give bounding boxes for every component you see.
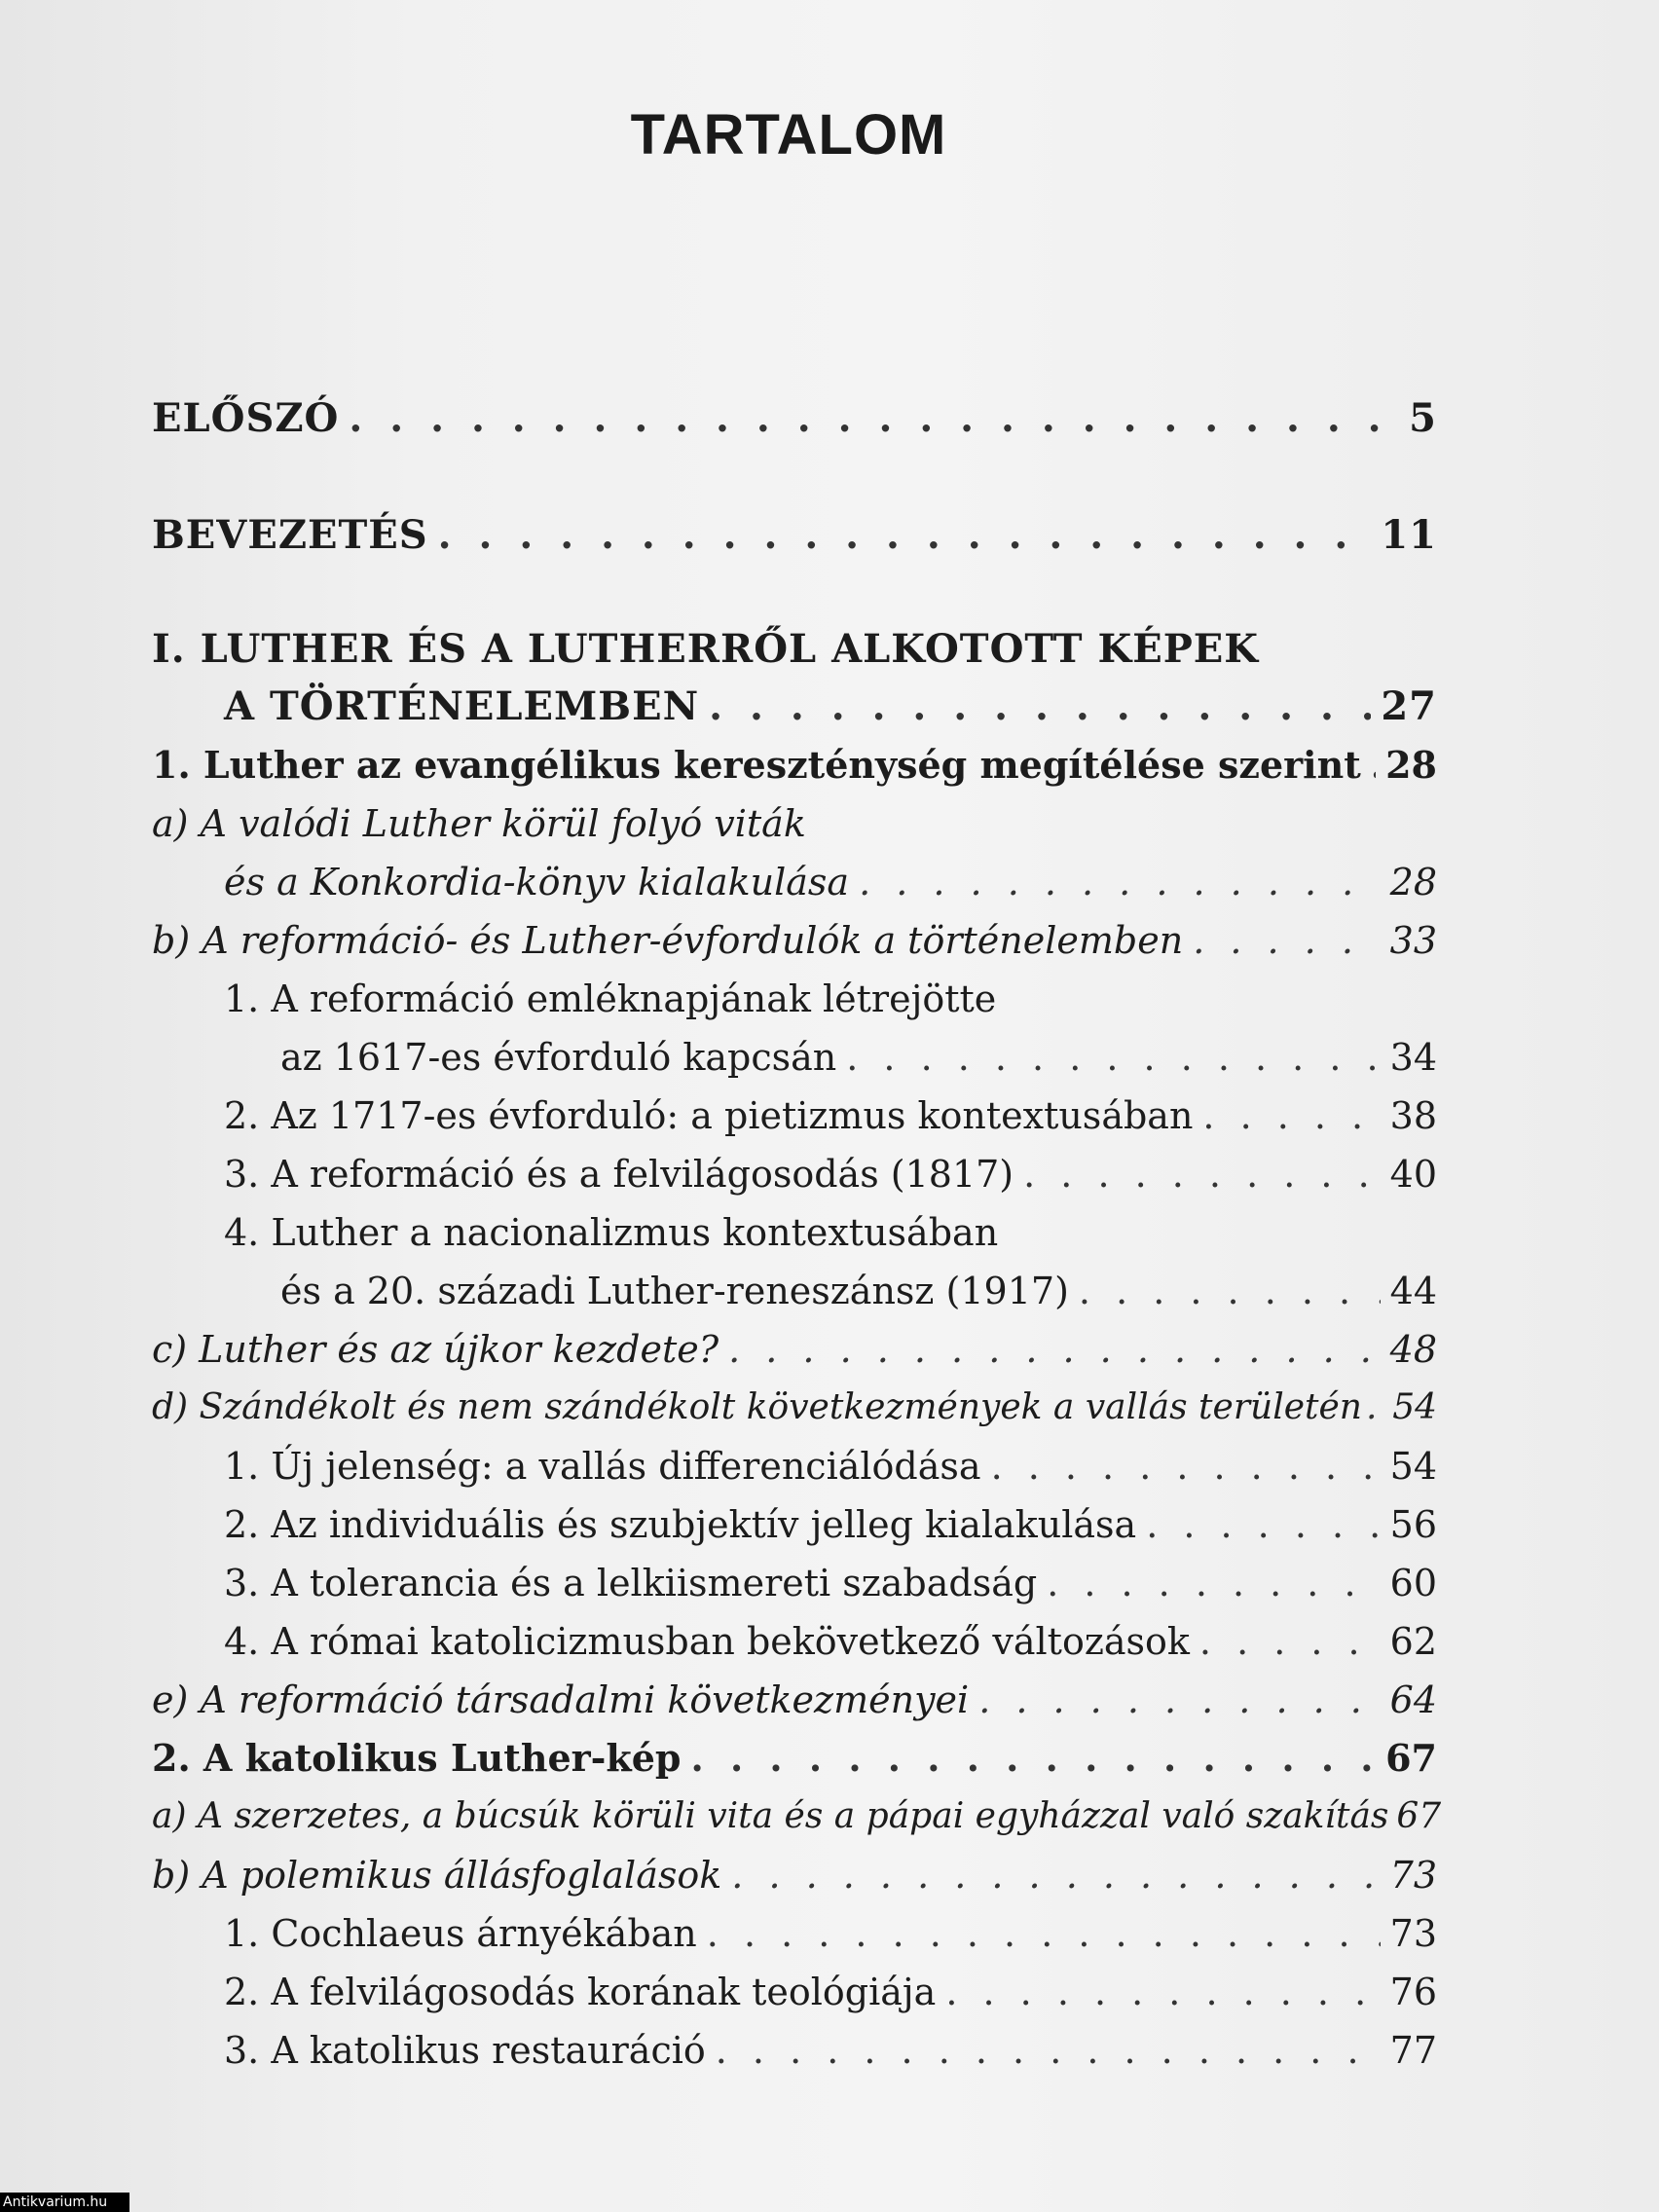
- toc-entry-item: [152, 1203, 1437, 1262]
- toc-entry-chapter-1-cont: [152, 678, 1437, 736]
- toc-entry-label: 2. Az 1717-es évforduló: a pietizmus kontextusában: [224, 1094, 1194, 1137]
- toc-entry-label: és a Konkordia-könyv kialakulása: [224, 861, 850, 903]
- toc-entry-item-cont: [152, 1262, 1437, 1320]
- leader-dots: [728, 1320, 1381, 1379]
- toc-entry-label: ELŐSZÓ: [152, 395, 340, 441]
- toc-entry-page: 67: [1396, 1796, 1442, 1836]
- toc-entry-label: b) A reformáció- és Luther-évfordulók a történelemben: [152, 919, 1184, 962]
- toc-entry-page: 5: [1409, 395, 1437, 441]
- leader-dots: [438, 506, 1372, 565]
- toc-entry-subsection-c: [152, 1320, 1437, 1379]
- toc-entry-label: 2. A katolikus Luther-kép: [152, 1736, 682, 1780]
- toc-entry-label: 4. A római katolicizmusban bekövetkező változások: [224, 1620, 1190, 1663]
- toc-entry-page: 73: [1389, 1912, 1437, 1955]
- toc-entry-label: e) A reformáció társadalmi következményei: [152, 1678, 970, 1721]
- toc-entry-label: 1. Új jelenség: a vallás differenciálódása: [224, 1445, 981, 1488]
- toc-entry-subsection-d: [152, 1379, 1437, 1437]
- toc-entry-page: 40: [1389, 1153, 1437, 1196]
- toc-entry-item: [152, 970, 1437, 1028]
- leader-dots: [991, 1437, 1381, 1495]
- toc-entry-page: 56: [1389, 1503, 1437, 1546]
- leader-dots: [716, 2021, 1381, 2080]
- toc-entry-section-1: [152, 736, 1437, 794]
- toc-entry-subsection-a2: [152, 1788, 1442, 1846]
- toc-entry-page: 64: [1389, 1678, 1437, 1721]
- toc-entry-label: 2. A felvilágosodás korának teológiája: [224, 1971, 937, 2013]
- leader-dots: [846, 1028, 1380, 1087]
- toc-entry-label: 1. Cochlaeus árnyékában: [224, 1912, 697, 1955]
- toc-entry-page: 60: [1389, 1562, 1437, 1604]
- toc-entry-section-2: [152, 1729, 1437, 1788]
- leader-dots: [1023, 1145, 1381, 1203]
- toc-entry-page: 67: [1385, 1736, 1437, 1780]
- toc-entry-page: 48: [1389, 1328, 1437, 1371]
- toc-entry-item-cont: [152, 1028, 1437, 1087]
- toc-entry-page: 28: [1385, 743, 1437, 787]
- toc-entry-label: 3. A reformáció és a felvilágosodás (1817): [224, 1153, 1014, 1196]
- toc-entry-item: [152, 1145, 1437, 1203]
- toc-entry-label: 4. Luther a nacionalizmus kontextusában: [224, 1211, 999, 1254]
- toc-entry-label: b) A polemikus állásfoglalások: [152, 1854, 722, 1897]
- toc-entry-page: 27: [1381, 683, 1437, 729]
- toc-entry-subsection-e: [152, 1671, 1437, 1729]
- toc-entry-subsection-b: [152, 911, 1437, 970]
- toc-entry-subsection-a: [152, 794, 1437, 853]
- toc-entry-item: [152, 1963, 1437, 2021]
- toc-entry-item: [152, 1612, 1437, 1671]
- leader-dots: [709, 678, 1371, 736]
- toc-entry-item: [152, 1495, 1437, 1554]
- toc-entry-page: 54: [1392, 1387, 1437, 1427]
- toc-entry-page: 62: [1389, 1620, 1437, 1663]
- toc-entry-page: 33: [1389, 919, 1437, 962]
- toc-entry-page: 44: [1389, 1270, 1437, 1312]
- toc-entry-bevezetes: [152, 506, 1437, 565]
- toc-entry-eloszo: [152, 389, 1437, 448]
- leader-dots: [1193, 911, 1380, 970]
- leader-dots: [707, 1904, 1381, 1963]
- toc-entry-page: 54: [1389, 1445, 1437, 1488]
- toc-entry-label: a) A valódi Luther körül folyó viták: [152, 802, 806, 845]
- toc-entry-label: a) A szerzetes, a búcsúk körüli vita és a pápai egyházzal való szakítás: [152, 1796, 1389, 1836]
- toc-entry-page: 28: [1389, 861, 1437, 903]
- leader-dots: [1199, 1612, 1381, 1671]
- toc-entry-item: [152, 1904, 1437, 1963]
- toc-entry-page: 76: [1389, 1971, 1437, 2013]
- page-title: TARTALOM: [630, 103, 947, 166]
- toc-entry-page: 11: [1381, 512, 1437, 558]
- toc-entry-label: 2. Az individuális és szubjektív jelleg kialakulása: [224, 1503, 1137, 1546]
- toc-entry-label: BEVEZETÉS: [152, 512, 428, 558]
- toc-entry-page: 38: [1389, 1094, 1437, 1137]
- toc-entry-page: 73: [1389, 1854, 1437, 1897]
- leader-dots: [1079, 1262, 1381, 1320]
- leader-dots: [1146, 1495, 1380, 1554]
- leader-dots: [859, 853, 1381, 911]
- toc-entry-item: [152, 1554, 1437, 1612]
- leader-dots: [945, 1963, 1380, 2021]
- toc-entry-chapter-1: [152, 620, 1437, 679]
- leader-dots: [1371, 736, 1376, 794]
- toc-entry-subsection-a-cont: [152, 853, 1437, 911]
- toc-entry-item: [152, 1087, 1437, 1145]
- toc-entry-page: 34: [1389, 1036, 1437, 1079]
- toc-entry-page: 77: [1389, 2029, 1437, 2072]
- toc-entry-label: A TÖRTÉNELEMBEN: [224, 683, 700, 729]
- toc-entry-label: I. LUTHER ÉS A LUTHERRŐL ALKOTOTT KÉPEK: [152, 626, 1260, 672]
- toc-entry-label: az 1617-es évforduló kapcsán: [280, 1036, 837, 1079]
- toc-entry-label: c) Luther és az újkor kezdete?: [152, 1328, 719, 1371]
- toc-entry-subsection-b2: [152, 1846, 1437, 1904]
- toc-entry-label: 1. A reformáció emléknapjának létrejötte: [224, 977, 997, 1020]
- leader-dots: [349, 389, 1384, 448]
- leader-dots: [731, 1846, 1380, 1904]
- toc-entry-label: 3. A tolerancia és a lelkiismereti szabadság: [224, 1562, 1038, 1604]
- leader-dots: [1202, 1087, 1380, 1145]
- leader-dots: [691, 1729, 1377, 1788]
- toc-entry-item: [152, 1437, 1437, 1495]
- toc-entry-label: 1. Luther az evangélikus kereszténység megítélése szerint: [152, 743, 1361, 787]
- leader-dots: [978, 1671, 1380, 1729]
- toc-entry-item: [152, 2021, 1437, 2080]
- toc-entry-label: 3. A katolikus restauráció: [224, 2029, 706, 2072]
- toc-entry-label: és a 20. századi Luther-reneszánsz (1917): [280, 1270, 1069, 1312]
- watermark-label: Antikvarium.hu: [0, 2193, 129, 2212]
- leader-dots: [1366, 1379, 1388, 1437]
- leader-dots: [1047, 1554, 1380, 1612]
- toc-entry-label: d) Szándékolt és nem szándékolt következmények a vallás területén: [152, 1387, 1362, 1427]
